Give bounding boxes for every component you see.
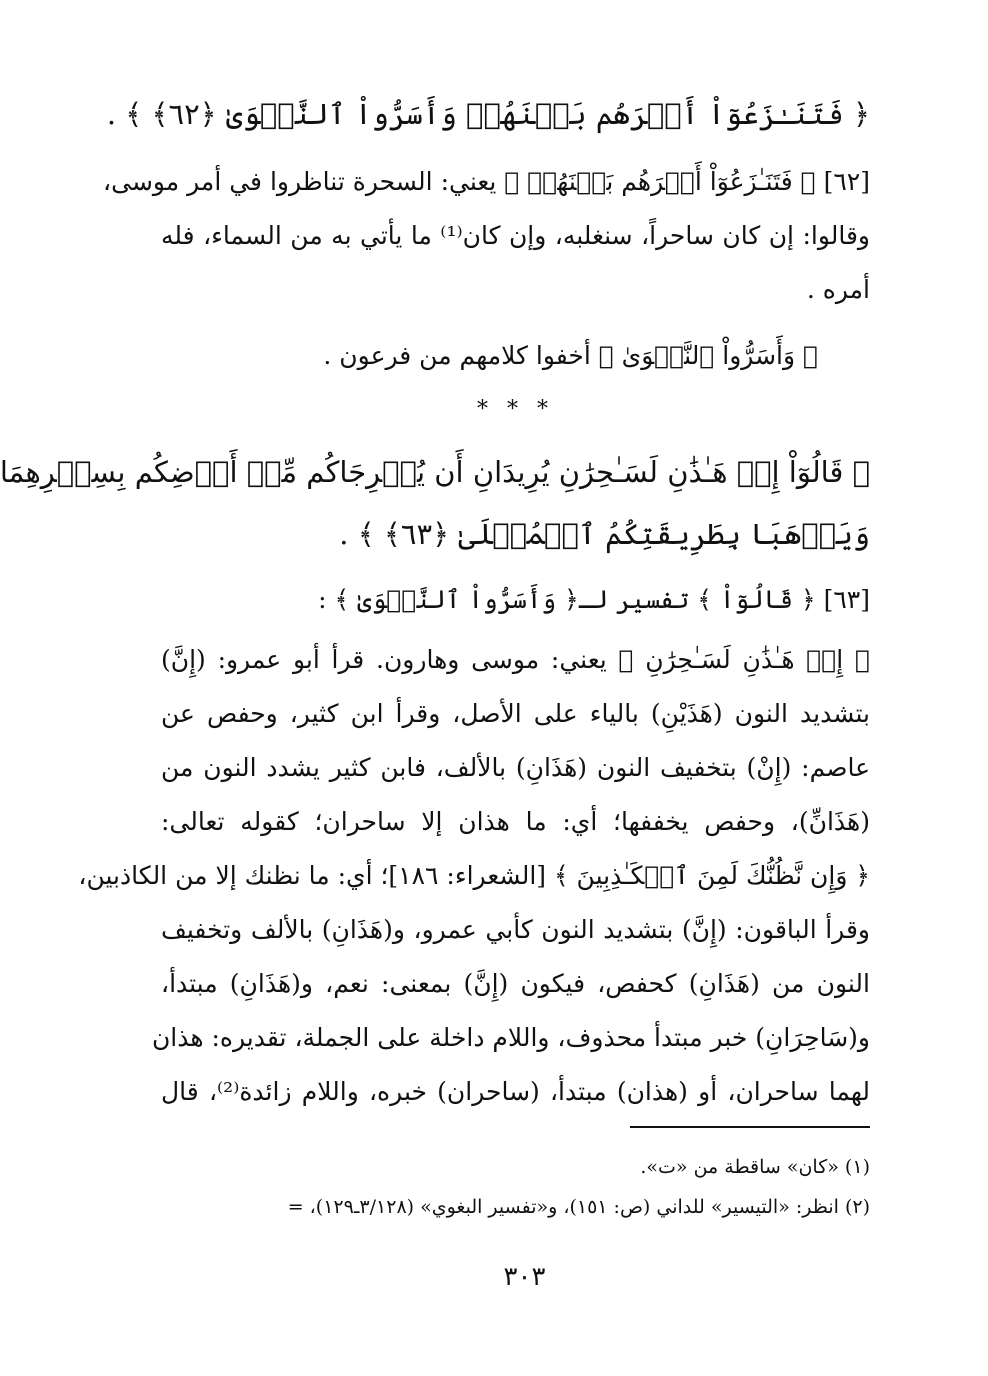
para-63-line-6: وقرأ الباقون: (إِنَّ) بتشديد النون كأبي عمرو، و(هَذَانِ) بالألف وتخفيف (161, 915, 870, 944)
section-separator: * * * (477, 397, 554, 422)
para-62b: ﴿ وَأَسَرُّواْ ٱلنَّجۡوَىٰ ﴾ أخفوا كلامهم من فرعون . (323, 341, 818, 370)
para-63-line-1: ﴿ إِنۡ هَـٰذَٰنِ لَسَـٰحِرَٰنِ ﴾ يعني: موسى وهارون. قرأ أبو عمرو: (إِنَّ) (161, 645, 870, 674)
para-62-line-2: وقالوا: إن كان ساحراً، سنغلبه، وإن كان⁽¹⁾ ما يأتي به من السماء، فله (161, 221, 870, 250)
para-63-line-4: (هَذَانِّ)، وحفص يخففها؛ أي: ما هذان إلا ساحران؛ كقوله تعالى: (161, 807, 870, 836)
para-63-line-5: ﴿ وَإِن نَّظُنُّكَ لَمِنَ ٱلۡكَـٰذِبِينَ ﴾ [الشعراء: ١٨٦]؛ أي: ما نظنك إلا من الكاذبين، (78, 861, 870, 890)
para-63-line-7: النون من (هَذَانِ) كحفص، فيكون (إِنَّ) بمعنى: نعم، و(هَذَانِ) مبتدأ، (161, 969, 870, 998)
para-63-head: [٦٣] ﴿ قَالُوٓاْ ﴾ تفسير لـ﴿ وَأَسَرُّواْ ٱلنَّجۡوَىٰ ﴾ : (318, 585, 870, 614)
verse-63-line-1: ﴿ قَالُوٓاْ إِنۡ هَـٰذَٰنِ لَسَـٰحِرَٰنِ يُرِيدَانِ أَن يُخۡرِجَاكُم مِّنۡ أَرۡضِكُم بِسِحۡرِهِمَا (0, 455, 870, 489)
para-62-line-3: أمره . (806, 275, 870, 304)
para-63-line-9: لهما ساحران، أو (هذان) مبتدأ، (ساحران) خبره، واللام زائدة⁽²⁾، قال (161, 1077, 870, 1106)
footnote-1: (١) «كان» ساقطة من «ت». (640, 1156, 870, 1178)
para-63-line-3: عاصم: (إِنْ) بتخفيف النون (هَذَانِ) بالألف، فابن كثير يشدد النون من (161, 753, 870, 782)
para-63-line-8: و(سَاحِرَانِ) خبر مبتدأ محذوف، واللام داخلة على الجملة، تقديره: هذان (151, 1023, 870, 1052)
verse-63-line-2: وَيَذۡهَبَا بِطَرِيقَتِكُمُ ٱلۡمُثۡلَىٰ ﴿٦٣﴾ ﴾ . (339, 517, 870, 551)
para-63-line-2: بتشديد النون (هَذَيْنِ) بالياء على الأصل، وقرأ ابن كثير، وحفص عن (161, 699, 870, 728)
page-number: ٣٠٣ (503, 1262, 546, 1292)
verse-62: ﴿ فَتَنَـٰزَعُوٓاْ أَمۡرَهُم بَيۡنَهُمۡ وَأَسَرُّواْ ٱلنَّجۡوَىٰ ﴿٦٢﴾ ﴾ . (106, 97, 870, 131)
footnote-separator (630, 1126, 870, 1128)
footnote-2: (٢) انظر: «التيسير» للداني (ص: ١٥١)، و«تفسير البغوي» (٣/١٢٨ـ١٢٩)، = (287, 1196, 870, 1218)
para-62-line-1: [٦٢] ﴿ فَتَنَـٰزَعُوٓاْ أَمۡرَهُم بَيۡنَهُمۡ ﴾ يعني: السحرة تناظروا في أمر موسى، (103, 167, 870, 196)
